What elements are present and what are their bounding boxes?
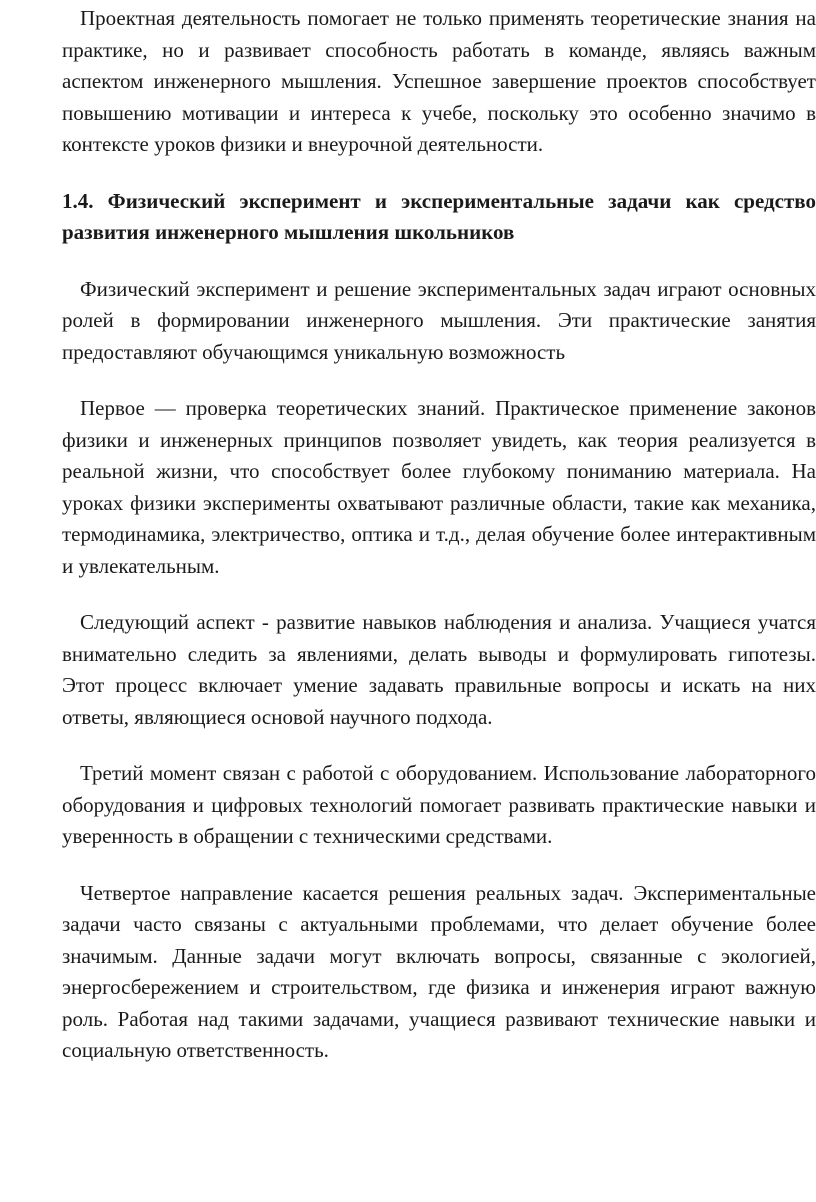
body-paragraph: Четвертое направление касается решения реальных задач. Экспериментальные задачи часто связаны с актуальными проблемами, что делает обучение более значимым. Данные задачи могут включать вопросы, связанные с экологией, энергосбережением и строительством, где физика и инженерия играют важную роль. Работая над такими задачами, учащиеся развивают технические навыки и социальную ответственность. <box>62 880 816 1062</box>
body-paragraph: Следующий аспект - развитие навыков наблюдения и анализа. Учащиеся учатся внимательно следить за явлениями, делать выводы и формулировать гипотезы. Этот процесс включает умение задавать правильные вопросы и искать на них ответы, являющиеся основой научного подхода. <box>62 610 816 729</box>
spacer <box>62 249 816 274</box>
body-paragraph: Третий момент связан с работой с оборудованием. Использование лабораторного оборудования и цифровых технологий помогает развивать практические навыки и уверенность в обращении с техническими средствами. <box>62 761 816 848</box>
section-heading: 1.4. Физический эксперимент и экспериментальные задачи как средство развития инженерного мышления школьников <box>62 188 816 244</box>
spacer <box>62 582 816 607</box>
document-page <box>62 0 816 1067</box>
intro-paragraph: Проектная деятельность помогает не только применять теоретические знания на практике, но и развивает способность работать в команде, являясь важным аспектом инженерного мышления. Успешное завершение проектов способствует повышению мотивации и интереса к учебе, поскольку это особенно значимо в контексте уроков физики и внеурочной деятельности. <box>62 6 816 156</box>
spacer <box>62 853 816 878</box>
body-paragraph: Физический эксперимент и решение экспериментальных задач играют основных ролей в формировании инженерного мышления. Эти практические занятия предоставляют обучающимся уникальную возможность <box>62 276 816 364</box>
spacer <box>62 368 816 393</box>
body-paragraph: Первое — проверка теоретических знаний. Практическое применение законов физики и инженерных принципов позволяет увидеть, как теория реализуется в реальной жизни, что способствует более глубокому пониманию материала. На уроках физики эксперименты охватывают различные области, такие как механика, термодинамика, электричество, оптика и т.д., делая обучение более интерактивным и увлекательным. <box>62 396 816 578</box>
spacer <box>62 161 816 186</box>
spacer <box>62 733 816 758</box>
